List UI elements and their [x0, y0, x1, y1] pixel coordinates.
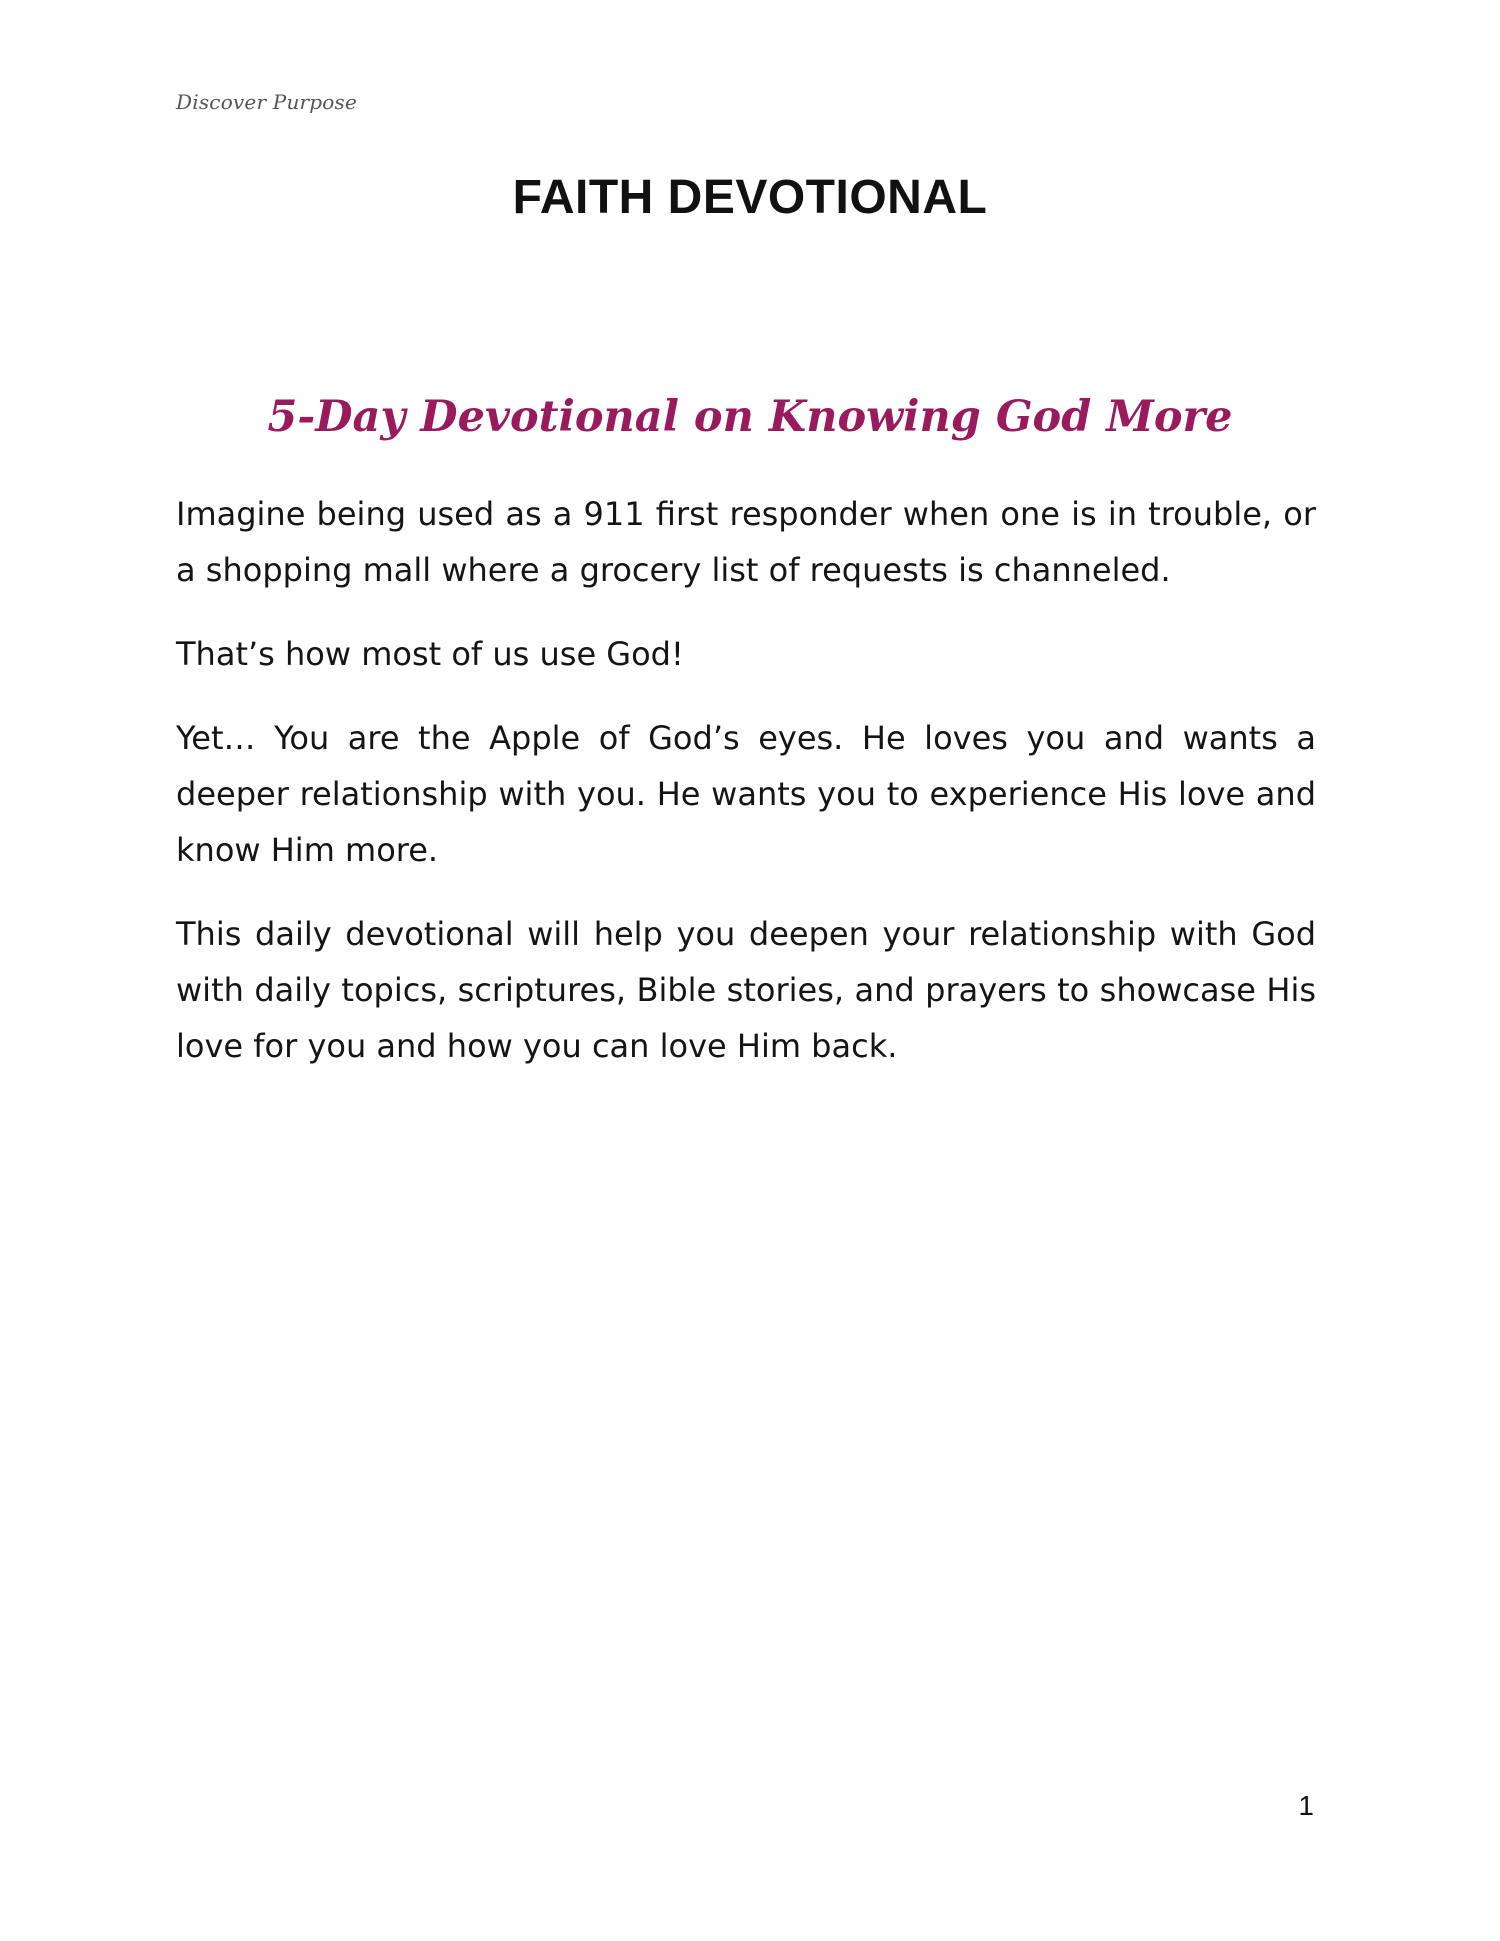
paragraph-3: Yet… You are the Apple of God’s eyes. He loves you and wants a deeper relationship with you. He wants you to experience His love and know Him more. [176, 719, 1316, 869]
paragraph-4: This daily devotional will help you deepen your relationship with God with daily topics, scriptures, Bible stories, and prayers to showcase His love for you and how you can love Him back. [176, 915, 1316, 1065]
paragraph-2: That’s how most of us use God! [176, 635, 684, 673]
body-text [176, 486, 1316, 1102]
subtitle: 5-Day Devotional on Knowing God More [267, 392, 1233, 442]
page-title: FAITH DEVOTIONAL [512, 171, 988, 224]
page-number: 1 [1298, 1790, 1314, 1821]
running-header: Discover Purpose [176, 90, 358, 114]
paragraph-1: Imagine being used as a 911 first responder when one is in trouble, or a shopping mall where a grocery list of requests is channeled. [176, 495, 1316, 589]
